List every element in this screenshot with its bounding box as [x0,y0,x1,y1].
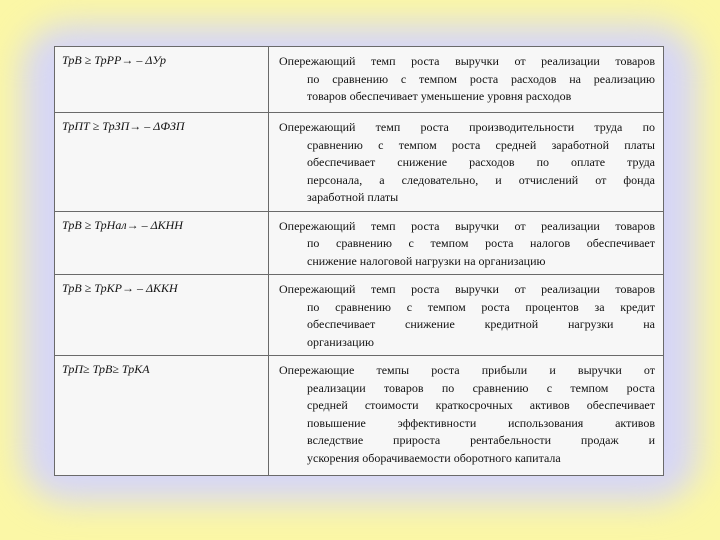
formula-cell: ТрВ ≥ ТрКР→ – ΔККН [55,275,269,356]
description-cell [269,113,664,212]
description-line: Опережающий темп роста выручки от реализации товаров [279,54,655,68]
description-cell [269,47,664,113]
description-line: по сравнению с темпом роста налогов обеспечивает [307,236,655,250]
description-line: повышение эффективности использования активов [307,415,655,430]
table-row [55,211,664,275]
description-line: по сравнению с темпом роста расходов на реализацию [307,71,655,86]
table-row [55,275,664,356]
formula-cell: ТрП≥ ТрВ≥ ТрКА [55,356,269,476]
description-line: снижение налоговой нагрузки на организацию [307,253,546,268]
description-line: заработной платы [307,190,399,204]
table-row [55,47,664,113]
description-line: по сравнению с темпом роста процентов за кредит [307,299,655,314]
formula-cell: ТрВ ≥ ТрРР→ – ΔУр [55,47,269,113]
description-line: обеспечивает снижение кредитной нагрузки на [307,317,655,331]
description-line: товаров обеспечивает уменьшение уровня расходов [307,89,572,103]
table-row [55,113,664,212]
description-line: Опережающий темп роста производительности труда по [279,120,655,134]
description-line: вследствие прироста рентабельности продаж и [307,433,655,447]
description-cell [269,275,664,356]
formula-cell: ТрПТ ≥ ТрЗП→ – ΔФЗП [55,113,269,212]
description-cell [269,211,664,275]
description-line: реализации товаров по сравнению с темпом роста [307,380,655,395]
description-line: Опережающий темп роста выручки от реализации товаров [279,218,655,233]
description-line: Опережающие темпы роста прибыли и выручки от [279,363,655,377]
formula-cell: ТрВ ≥ ТрНал→ – ΔКНН [55,211,269,275]
description-line: Опережающий темп роста выручки от реализации товаров [279,282,655,296]
description-line: персонала, а следовательно, и отчислений от фонда [307,172,655,187]
description-line: обеспечивает снижение расходов по оплате труда [307,155,655,169]
table-row [55,356,664,476]
description-line: ускорения оборачиваемости оборотного капитала [307,450,561,465]
description-line: средней стоимости краткосрочных активов обеспечивает [307,398,655,412]
description-line: организацию [307,334,374,349]
description-cell [269,356,664,476]
formula-table [54,46,664,476]
description-line: сравнению с темпом роста средней заработной платы [307,137,655,152]
